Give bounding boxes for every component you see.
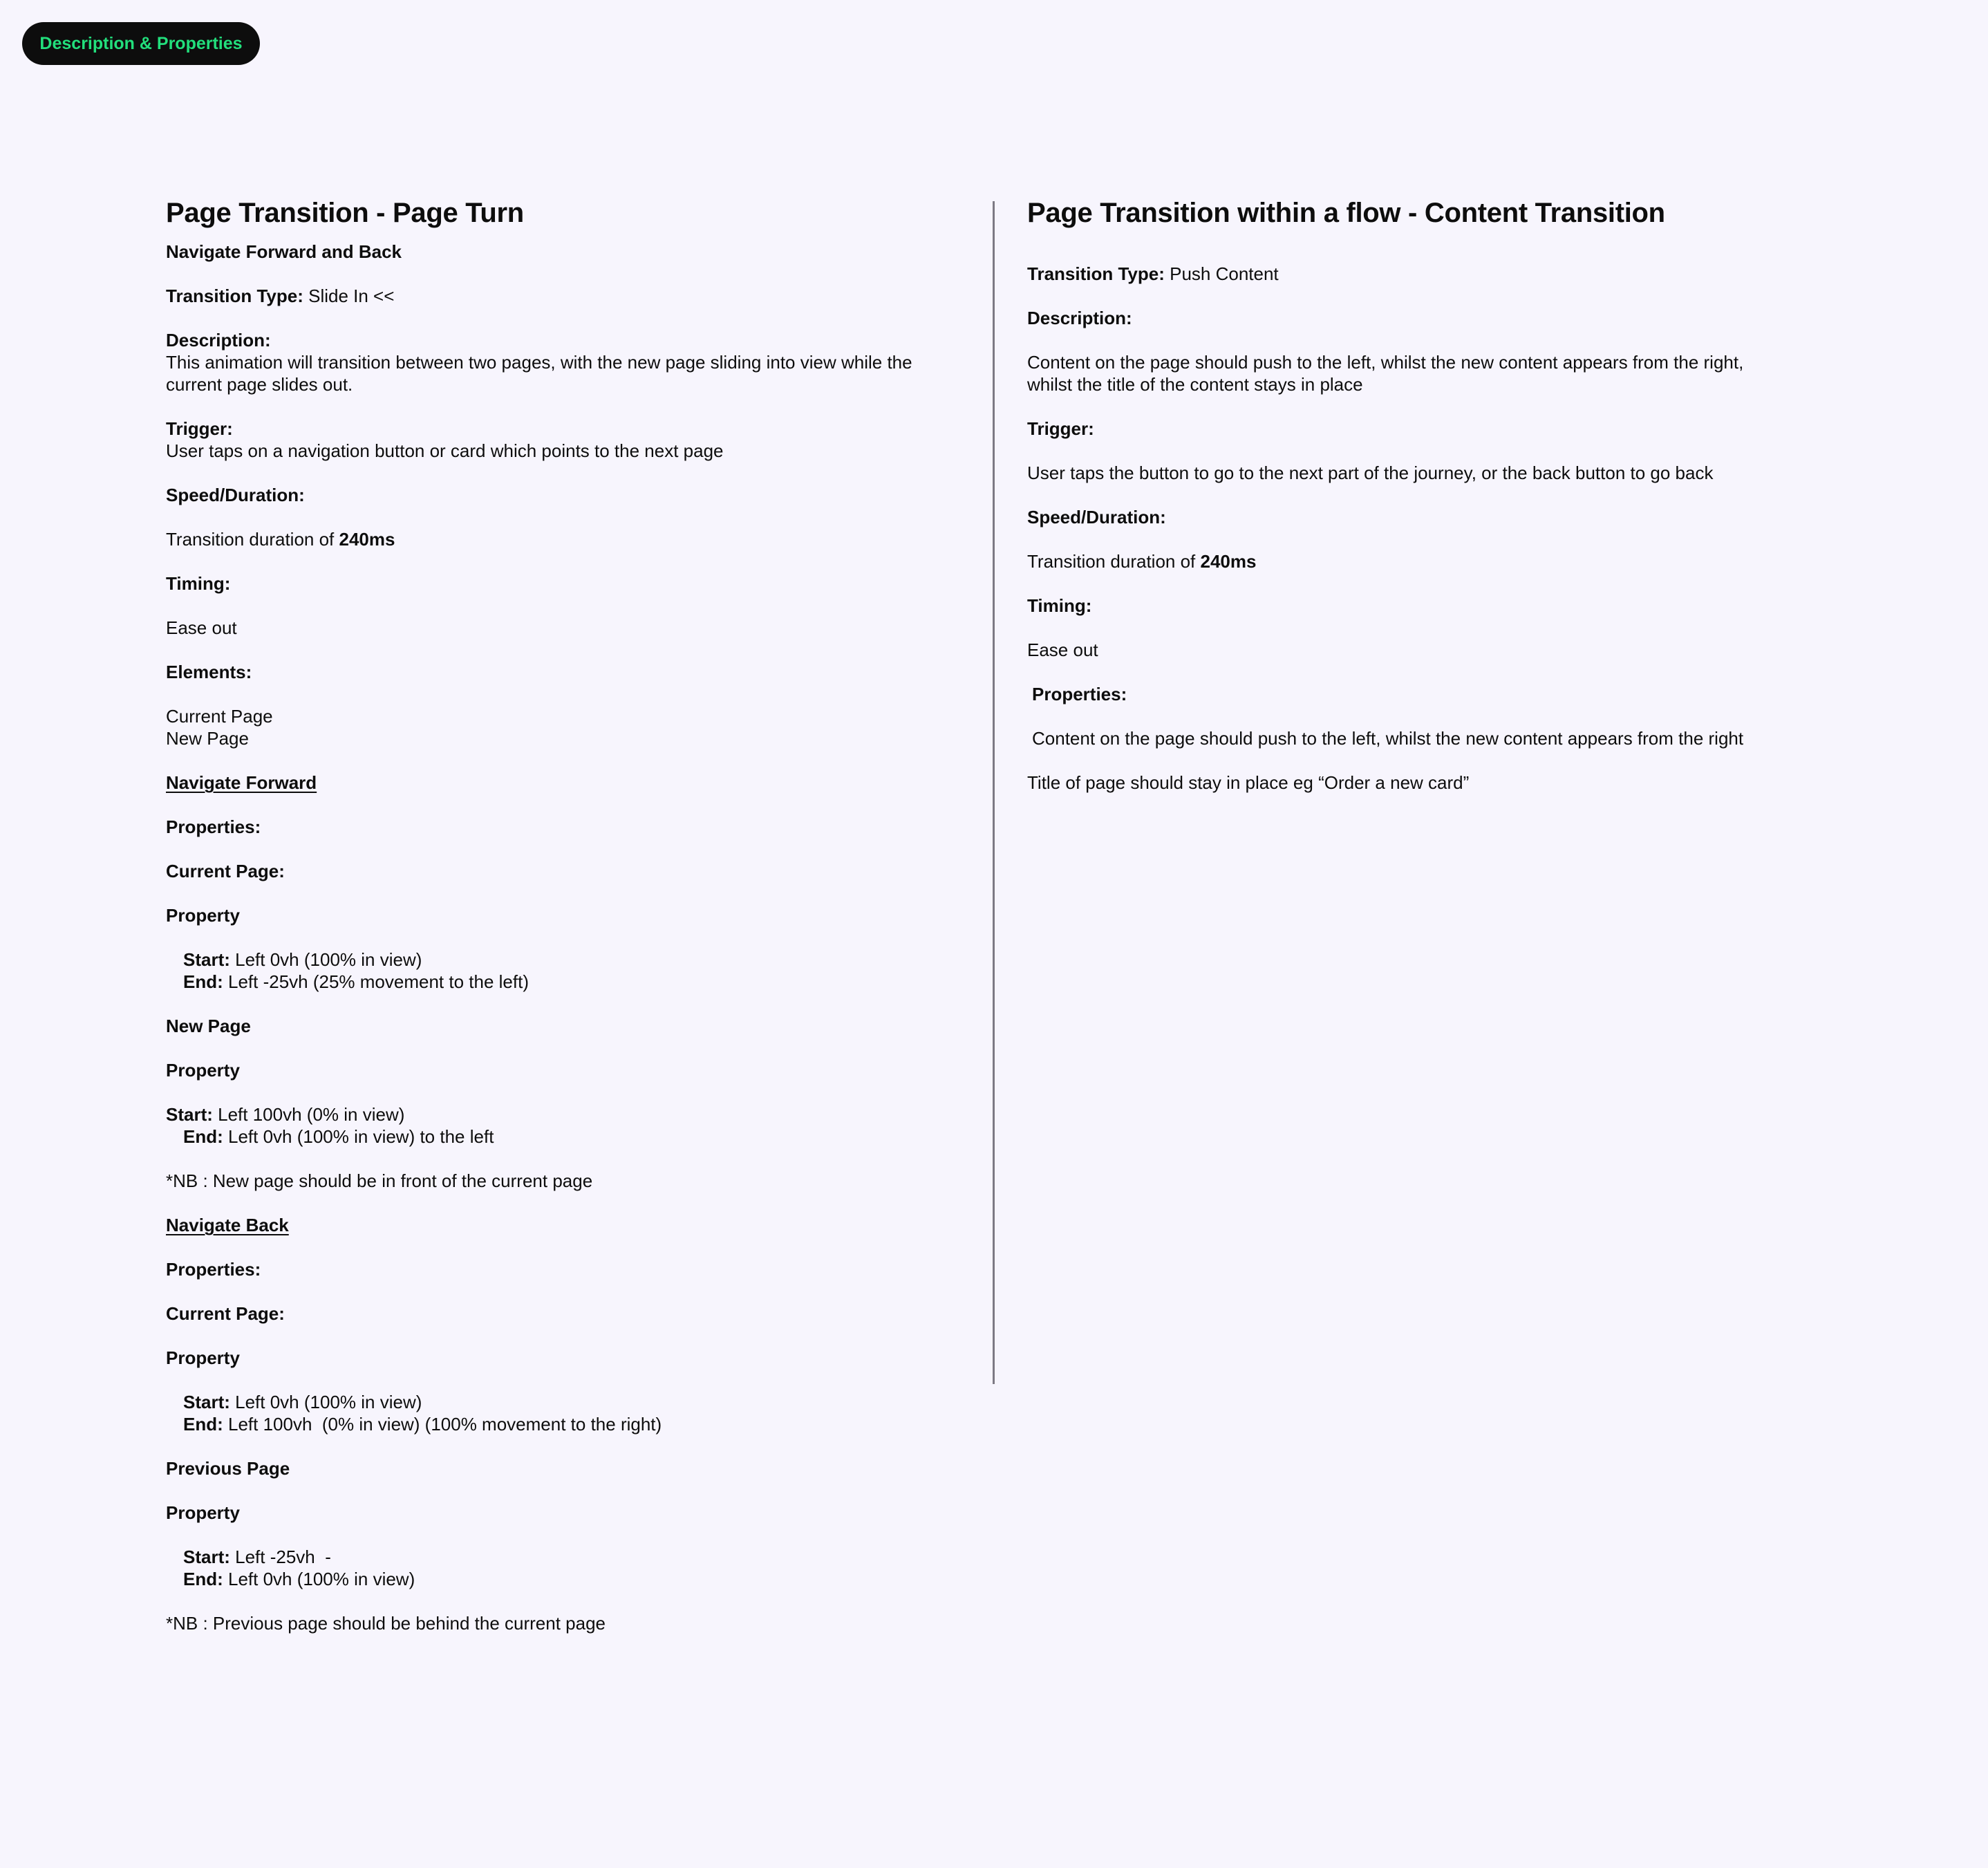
trigger-text: User taps the button to go to the next part of the journey, or the back button to go back [1027, 463, 1714, 483]
note: *NB : Previous page should be behind the current page [166, 1613, 606, 1634]
transition-type: Transition Type: Slide In << [166, 286, 395, 306]
element-item: Current Page [166, 706, 273, 727]
property-start: Start: Left 100vh (0% in view) [166, 1104, 405, 1125]
tab-label: Description & Properties [39, 33, 243, 53]
properties-text: Content on the page should push to the left, whilst the new content appears from the right [1032, 728, 1744, 749]
timing-value: Ease out [166, 617, 237, 638]
trigger-label: Trigger: [1027, 418, 1094, 439]
properties-label: Properties: [1032, 684, 1127, 704]
property-start: Start: Left -25vh - [183, 1547, 331, 1567]
description-label: Description: [166, 330, 271, 351]
trigger-label: Trigger: [166, 418, 233, 439]
description-text: This animation will transition between two pages, with the new page sliding into view while the [166, 352, 912, 373]
properties-label: Properties: [166, 816, 261, 837]
current-page-label: Current Page: [166, 861, 285, 881]
column-divider [993, 201, 995, 1384]
property-label: Property [166, 1060, 240, 1081]
elements-label: Elements: [166, 662, 252, 682]
tab-description-properties[interactable] [22, 22, 260, 65]
transition-type: Transition Type: Push Content [1027, 263, 1279, 284]
property-label: Property [166, 1502, 240, 1523]
timing-value: Ease out [1027, 639, 1098, 660]
new-page-label: New Page [166, 1016, 251, 1036]
description-label: Description: [1027, 308, 1132, 328]
properties-label: Properties: [166, 1259, 261, 1280]
property-label: Property [166, 905, 240, 926]
property-end: End: Left 0vh (100% in view) [183, 1569, 415, 1589]
description-text: current page slides out. [166, 374, 353, 395]
property-start: Start: Left 0vh (100% in view) [183, 949, 422, 970]
timing-label: Timing: [1027, 595, 1092, 616]
navigate-forward-heading: Navigate Forward [166, 772, 317, 793]
section-title: Page Transition - Page Turn [166, 198, 524, 228]
property-end: End: Left 0vh (100% in view) to the left [183, 1126, 494, 1147]
speed-label: Speed/Duration: [166, 485, 305, 505]
page-turn-section [166, 195, 968, 1634]
content-transition-section [1027, 195, 1857, 794]
subtitle: Navigate Forward and Back [166, 241, 402, 262]
property-start: Start: Left 0vh (100% in view) [183, 1392, 422, 1412]
speed-text: Transition duration of 240ms [1027, 551, 1257, 572]
property-end: End: Left 100vh (0% in view) (100% movement to the right) [183, 1414, 662, 1435]
description-text: whilst the title of the content stays in place [1027, 374, 1363, 395]
property-end: End: Left -25vh (25% movement to the left) [183, 971, 529, 992]
speed-text: Transition duration of 240ms [166, 529, 395, 550]
timing-label: Timing: [166, 573, 231, 594]
element-item: New Page [166, 728, 249, 749]
trigger-text: User taps on a navigation button or card which points to the next page [166, 440, 724, 461]
section-title: Page Transition within a flow - Content Transition [1027, 198, 1665, 228]
description-text: Content on the page should push to the left, whilst the new content appears from the right, [1027, 352, 1744, 373]
previous-page-label: Previous Page [166, 1458, 290, 1479]
speed-label: Speed/Duration: [1027, 507, 1166, 527]
current-page-label: Current Page: [166, 1303, 285, 1324]
note: *NB : New page should be in front of the current page [166, 1170, 593, 1191]
property-label: Property [166, 1347, 240, 1368]
navigate-back-heading: Navigate Back [166, 1215, 289, 1235]
properties-text: Title of page should stay in place eg “Order a new card” [1027, 772, 1470, 793]
